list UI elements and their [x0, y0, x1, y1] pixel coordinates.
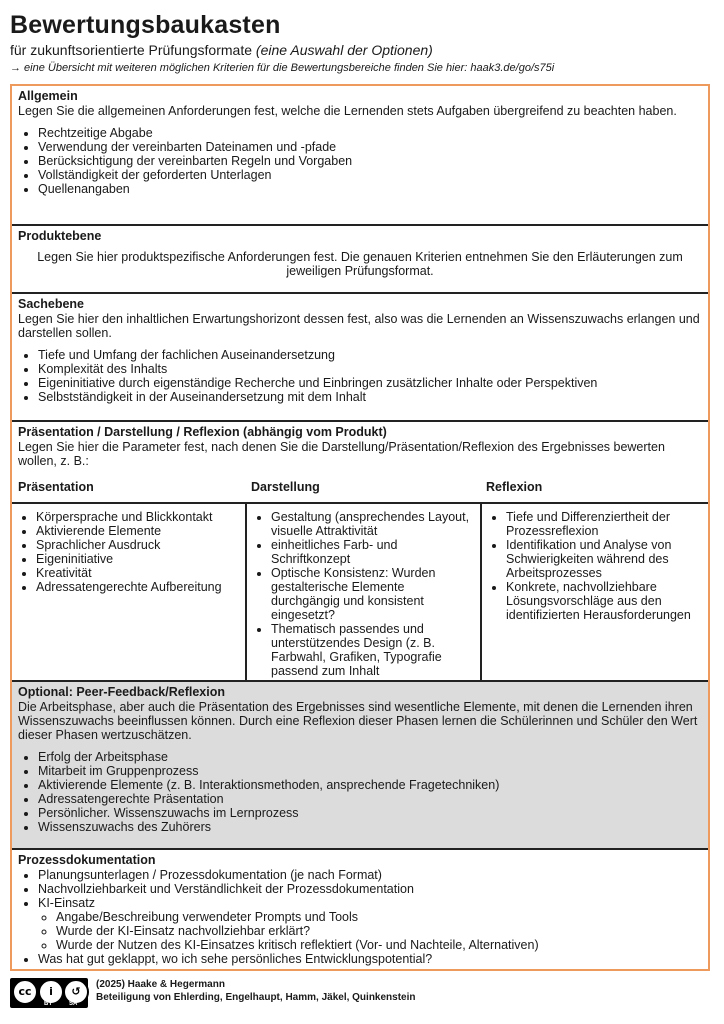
section-sachebene: [12, 294, 708, 420]
list-item: • Optische Konsistenz: Wurden gestalterische Elemente durchgängig und konsistent eingesetzt?: [271, 566, 476, 622]
sub-list-item: ◦ Angabe/Beschreibung verwendeter Prompts und Tools: [56, 910, 702, 924]
section-heading: Prozessdokumentation: [18, 853, 156, 867]
criteria-list: [18, 750, 702, 834]
list-item: • Rechtzeitige Abgabe: [38, 126, 702, 140]
column-headers: [18, 480, 702, 502]
cc-icon: cc: [12, 979, 38, 1005]
list-item: • Erfolg der Arbeitsphase: [38, 750, 702, 764]
overview-link-note: → eine Übersicht mit weiteren möglichen Kriterien für die Bewertungsbereiche finden Sie hier: haak3.de/go/s75i: [10, 62, 555, 74]
criteria-list: [486, 510, 704, 622]
list-item: • Identifikation und Analyse von Schwierigkeiten während des Arbeitsprozesses: [506, 538, 704, 580]
criteria-list: [18, 868, 702, 966]
sub-list-item: ◦ Wurde der KI-Einsatz nachvollziehbar erklärt?: [56, 924, 702, 938]
list-item: • Konkrete, nachvollziehbare Lösungsvorschläge aus den identifizierten Herausforderungen: [506, 580, 704, 622]
criteria-list: [251, 510, 476, 678]
list-item: • Thematisch passendes und unterstützendes Design (z. B. Farbwahl, Grafiken, Typografie passend zum Inhalt: [271, 622, 476, 678]
list-item: • Tiefe und Umfang der fachlichen Auseinandersetzung: [38, 348, 702, 362]
section-produktebene: [12, 226, 708, 292]
list-item: • Kreativität: [36, 566, 241, 580]
criteria-list: [18, 126, 702, 196]
list-item: • Adressatengerechte Aufbereitung: [36, 580, 241, 594]
list-item: • Berücksichtigung der vereinbarten Regeln und Vorgaben: [38, 154, 702, 168]
column-darstellung: [247, 504, 480, 678]
criteria-list: [16, 510, 241, 594]
section-text: Legen Sie die allgemeinen Anforderungen fest, welche die Lernenden stets Aufgaben übergreifend zu beachten haben.: [18, 104, 677, 118]
footer: [10, 976, 714, 1016]
column-header-darstellung: Darstellung: [251, 480, 320, 494]
sub-criteria-list: [38, 910, 702, 952]
list-item: • Mitarbeit im Gruppenprozess: [38, 764, 702, 778]
list-item: • Adressatengerechte Präsentation: [38, 792, 702, 806]
list-item: • Quellenangaben: [38, 182, 702, 196]
subtitle-emphasis: (eine Auswahl der Optionen): [255, 42, 433, 58]
section-text: Legen Sie hier produktspezifische Anforderungen fest. Die genauen Kriterien entnehmen Sie den Erläuterungen zum jeweiligen Prüfungsformat.: [37, 250, 683, 278]
column-reflexion: [482, 504, 708, 622]
column-header-praesentation: Präsentation: [18, 480, 94, 494]
section-text: Legen Sie hier die Parameter fest, nach denen Sie die Darstellung/Präsentation/Reflexion des Ergebnisses bewerten wollen, z. B.:: [18, 440, 665, 468]
list-item: • Persönlicher. Wissenszuwachs im Lernprozess: [38, 806, 702, 820]
section-allgemein: [12, 86, 708, 224]
section-heading: Produktebene: [18, 229, 102, 243]
list-item: • Wissenszuwachs des Zuhörers: [38, 820, 702, 834]
list-item: • einheitliches Farb- und Schriftkonzept: [271, 538, 476, 566]
list-item: • Komplexität des Inhalts: [38, 362, 702, 376]
list-item: • Sprachlicher Ausdruck: [36, 538, 241, 552]
column-header-reflexion: Reflexion: [486, 480, 543, 494]
page-subtitle: [10, 42, 714, 59]
license-by-label: BY: [44, 1001, 53, 1007]
list-item-ki-einsatz: [38, 896, 702, 952]
list-item: • Selbstständigkeit in der Auseinandersetzung mit dem Inhalt: [38, 390, 702, 404]
section-text: Legen Sie hier den inhaltlichen Erwartungshorizont dessen fest, also was die Lernenden an Wissenszuwachs erlangen und darstellen sollen.: [18, 312, 700, 340]
credits: [96, 978, 416, 1004]
document-header: [10, 10, 714, 75]
page-title: Bewertungsbaukasten: [10, 11, 281, 39]
license-sa-label: SA: [69, 1001, 78, 1007]
section-heading: Sachebene: [18, 297, 85, 311]
list-item: • Aktivierende Elemente: [36, 524, 241, 538]
list-item: • Planungsunterlagen / Prozessdokumentation (je nach Format): [38, 868, 702, 882]
list-item: • Körpersprache und Blickkontakt: [36, 510, 241, 524]
section-heading: Allgemein: [18, 89, 78, 103]
section-heading: Präsentation / Darstellung / Reflexion (abhängig vom Produkt): [18, 425, 387, 439]
list-item: • Nachvollziehbarkeit und Verständlichkeit der Prozessdokumentation: [38, 882, 702, 896]
list-item: • Eigeninitiative durch eigenständige Recherche und Einbringen zusätzlicher Inhalte oder Perspektiven: [38, 376, 702, 390]
criteria-frame: [10, 84, 710, 971]
list-item: • Gestaltung (ansprechendes Layout, visuelle Attraktivität: [271, 510, 476, 538]
list-item: • Eigeninitiative: [36, 552, 241, 566]
criteria-columns: [12, 504, 708, 680]
subtitle-text: für zukunftsorientierte Prüfungsformate: [10, 42, 256, 58]
section-heading: Optional: Peer-Feedback/Reflexion: [18, 685, 225, 699]
share-alike-icon: ↺: [63, 979, 89, 1005]
attribution-icon: i: [38, 979, 64, 1005]
column-praesentation: [12, 504, 245, 594]
list-item: • Tiefe und Differenziertheit der Prozessreflexion: [506, 510, 704, 538]
list-item: • Was hat gut geklappt, wo ich sehe persönliches Entwicklungspotential?: [38, 952, 702, 966]
list-item: • Aktivierende Elemente (z. B. Interaktionsmethoden, ansprechende Fragetechniken): [38, 778, 702, 792]
criteria-list: [18, 348, 702, 404]
section-peer-feedback: [12, 682, 708, 848]
credits-authors: (2025) Haake & Hegermann: [96, 979, 225, 990]
sub-list-item: ◦ Wurde der Nutzen des KI-Einsatzes kritisch reflektiert (Vor- und Nachteile, Alternativen): [56, 938, 702, 952]
section-text: Die Arbeitsphase, aber auch die Präsentation des Ergebnisses sind wesentliche Elemente, mit denen die Lernenden ihren Wissenszuwachs beeinflussen können. Durch eine Reflexion dieser Phasen lernen die Schülerinnen und Schüler den Wert dieser Phasen wertzuschätzen.: [18, 700, 698, 742]
section-prozessdokumentation: [12, 850, 708, 968]
section-praesentation: [12, 422, 708, 504]
list-item-label: KI-Einsatz: [38, 896, 95, 910]
list-item: • Vollständigkeit der geforderten Unterlagen: [38, 168, 702, 182]
credits-contributors: Beteiligung von Ehlerding, Engelhaupt, Hamm, Jäkel, Quinkenstein: [96, 992, 416, 1003]
cc-by-sa-license-logo: [10, 978, 88, 1008]
list-item: • Verwendung der vereinbarten Dateinamen und -pfade: [38, 140, 702, 154]
